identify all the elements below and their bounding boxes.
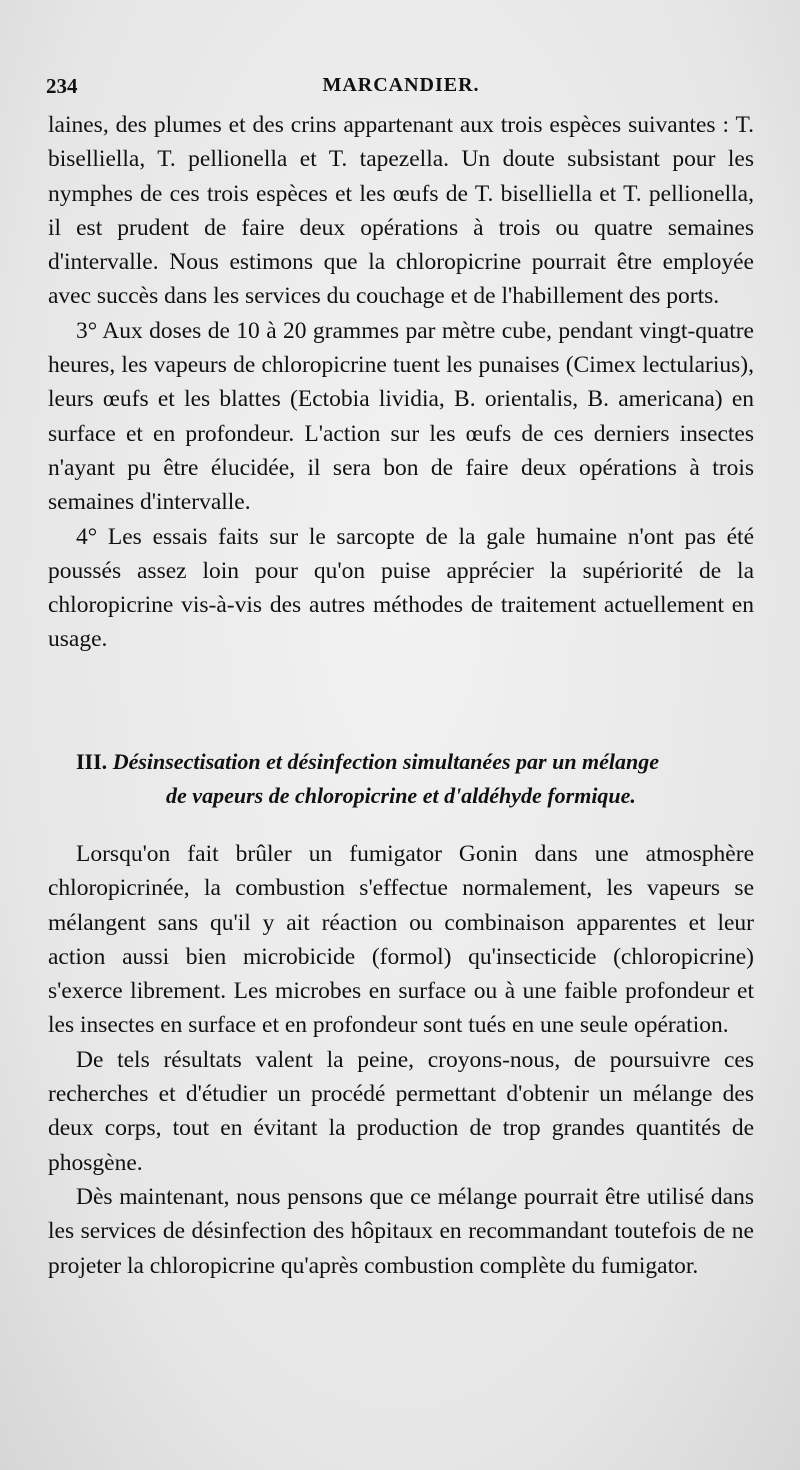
section-heading xyxy=(48,745,754,813)
section-body xyxy=(48,837,754,1283)
paragraph-results: De tels résultats valent la peine, croyons-nous, de poursuivre ces recherches et d'étudier un procédé permettant d'obtenir un mélange des deux corps, tout en évitant la production de trop grandes quantités de phosgène. xyxy=(48,1046,754,1176)
body-text xyxy=(48,108,754,657)
paragraph-conclusion: Dès maintenant, nous pensons que ce mélange pourrait être utilisé dans les services de désinfection des hôpitaux en recommandant toutefois de ne projeter la chloropicrine qu'après combustion complète du fumigator. xyxy=(48,1183,754,1279)
paragraph-point-4: 4° Les essais faits sur le sarcopte de la gale humaine n'ont pas été poussés assez loin pour qu'on puise apprécier la supériorité de la chloropicrine vis-à-vis des autres méthodes de traitement actuellement en usage. xyxy=(48,523,754,653)
section-number: III. xyxy=(76,749,108,774)
section-title-line1: Désinsectisation et désinfection simultanées par un mélange xyxy=(112,749,660,774)
paragraph-point-3: 3° Aux doses de 10 à 20 grammes par mètre cube, pendant vingt-quatre heures, les vapeurs de chloropicrine tuent les punaises (Cimex lectularius), leurs œufs et les blattes (Ectobia lividia, B. orientalis, B. americana) en surface et en profondeur. L'action sur les œufs de ces derniers insectes n'ayant pu être élucidée, il sera bon de faire deux opérations à trois semaines d'intervalle. xyxy=(48,317,754,516)
page-number: 234 xyxy=(46,74,78,98)
header-title: MARCANDIER. xyxy=(322,74,480,96)
paragraph-continuation: laines, des plumes et des crins appartenant aux trois espèces suivantes : T. biselliella, T. pellionella et T. tapezella. Un doute subsistant pour les nymphes de ces trois espèces et les œufs de T. biselliella et T. pellionella, il est prudent de faire deux opérations à trois ou quatre semaines d'intervalle. Nous estimons que la chloropicrine pourrait être employée avec succès dans les services du couchage et de l'habillement des ports. xyxy=(48,112,754,310)
section-title-line2: de vapeurs de chloropicrine et d'aldéhyde formique. xyxy=(166,783,636,808)
paragraph-fumigator: Lorsqu'on fait brûler un fumigator Gonin dans une atmosphère chloropicrinée, la combustion s'effectue normalement, les vapeurs se mélangent sans qu'il y ait réaction ou combinaison apparentes et leur action aussi bien microbicide (formol) qu'insecticide (chloropicrine) s'exerce librement. Les microbes en surface ou à une faible profondeur et les insectes en surface et en profondeur sont tués en une seule opération. xyxy=(48,841,754,1039)
running-head xyxy=(46,74,756,104)
